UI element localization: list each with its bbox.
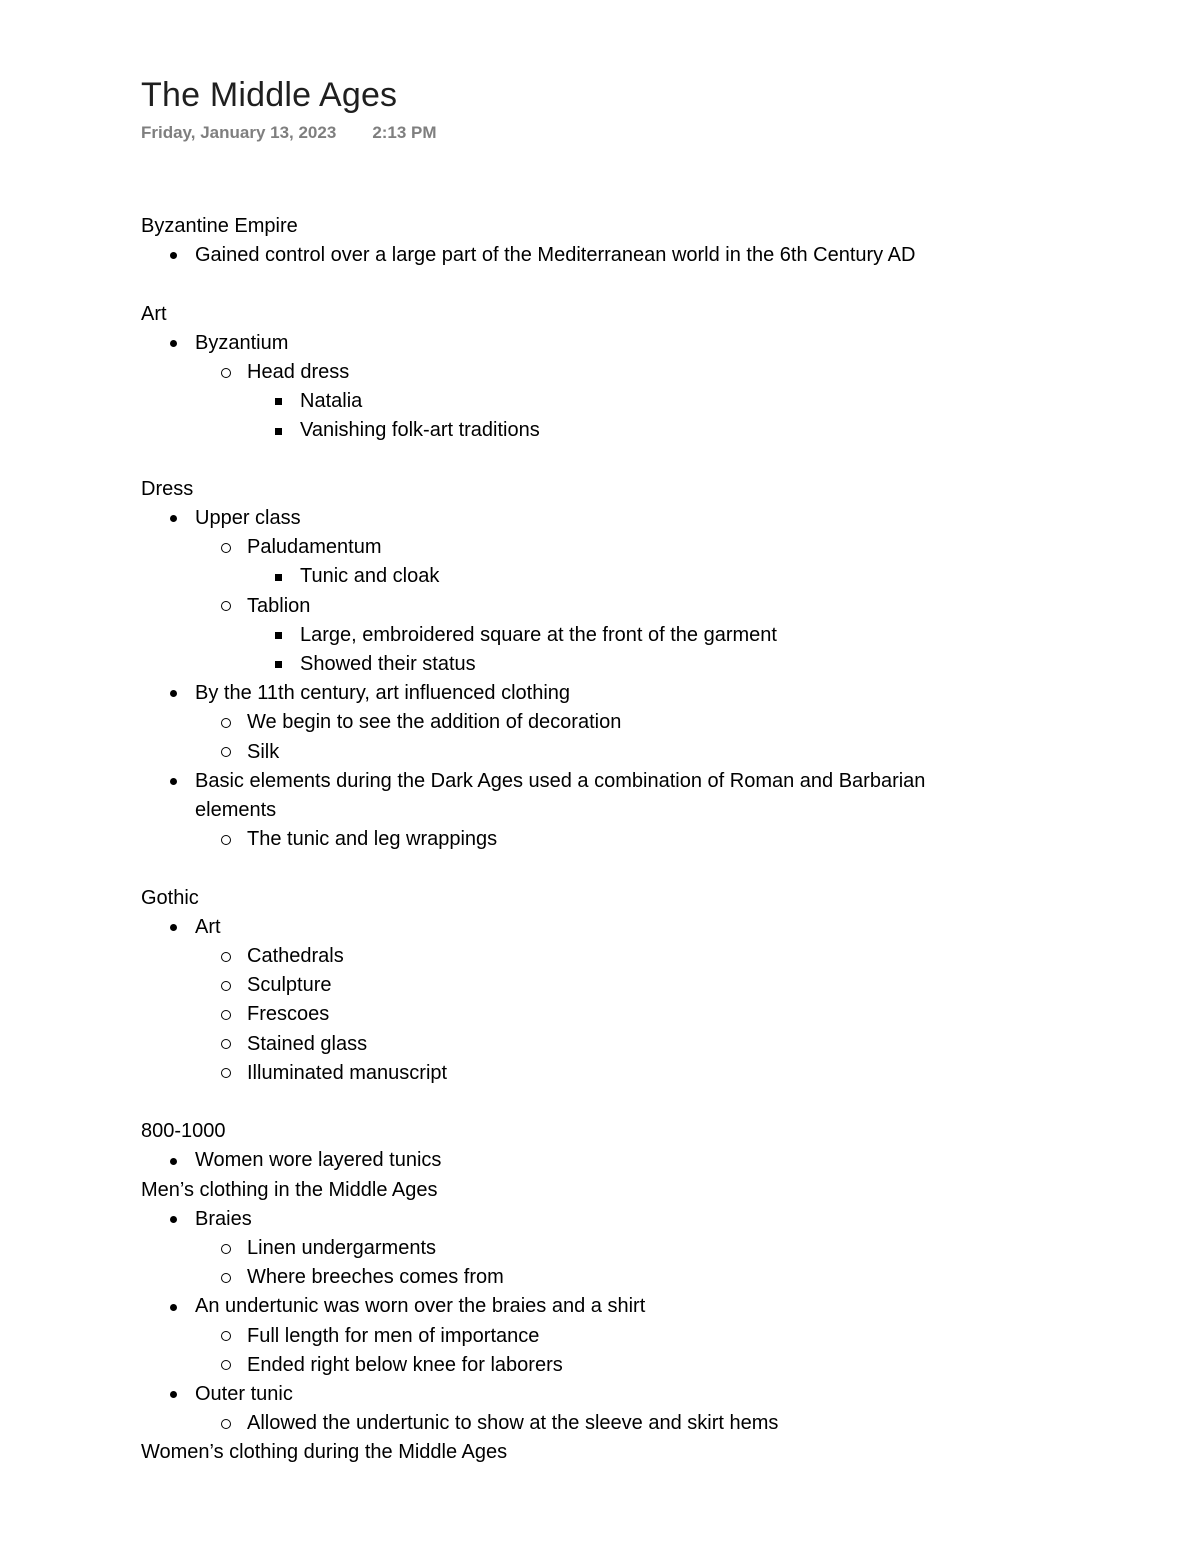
list-item: Women wore layered tunics — [141, 1146, 1121, 1175]
list-item: An undertunic was worn over the braies and a shirt — [141, 1292, 1121, 1321]
list-item: Tunic and cloak — [141, 562, 1121, 591]
art-list — [141, 329, 1121, 446]
list-item: Full length for men of importance — [141, 1322, 1121, 1351]
list-item: Natalia — [141, 387, 1121, 416]
list-item: Silk — [141, 738, 1121, 767]
list-item: By the 11th century, art influenced clothing — [141, 679, 1121, 708]
bullet-circle-icon — [221, 1322, 231, 1351]
list-item: Braies — [141, 1205, 1121, 1234]
bullet-circle-icon — [221, 738, 231, 767]
bullet-circle-icon — [221, 1234, 231, 1263]
bullet-dot-icon — [170, 1205, 177, 1234]
mens-list — [141, 1205, 1121, 1439]
list-item: We begin to see the addition of decoration — [141, 708, 1121, 737]
note-body[interactable] — [141, 212, 1121, 1468]
list-item: Large, embroidered square at the front of the garment — [141, 621, 1121, 650]
note-timestamp — [141, 122, 1121, 144]
bullet-dot-icon — [170, 913, 177, 942]
bullet-circle-icon — [221, 1059, 231, 1088]
bullet-dot-icon — [170, 329, 177, 358]
bullet-square-icon — [275, 650, 282, 679]
list-item: Outer tunic — [141, 1380, 1121, 1409]
period-list — [141, 1146, 1121, 1175]
section-heading-800-1000: 800-1000 — [141, 1120, 226, 1143]
section-heading-gothic: Gothic — [141, 886, 199, 909]
bullet-dot-icon — [170, 1146, 177, 1175]
list-item: Byzantium — [141, 329, 1121, 358]
bullet-circle-icon — [221, 1000, 231, 1029]
list-item: Stained glass — [141, 1030, 1121, 1059]
bullet-dot-icon — [170, 1292, 177, 1321]
note-date: Friday, January 13, 2023 — [141, 123, 337, 142]
page-title[interactable]: The Middle Ages — [141, 76, 398, 114]
list-item: Tablion — [141, 592, 1121, 621]
list-item: Illuminated manuscript — [141, 1059, 1121, 1088]
list-item: Allowed the undertunic to show at the sleeve and skirt hems — [141, 1409, 1121, 1438]
bullet-circle-icon — [221, 1263, 231, 1292]
list-item: Head dress — [141, 358, 1121, 387]
bullet-circle-icon — [221, 1409, 231, 1438]
list-item: Sculpture — [141, 971, 1121, 1000]
list-item: Gained control over a large part of the Mediterranean world in the 6th Century AD — [141, 241, 1121, 270]
bullet-circle-icon — [221, 708, 231, 737]
bullet-circle-icon — [221, 1030, 231, 1059]
list-item: Paludamentum — [141, 533, 1121, 562]
note-time: 2:13 PM — [372, 123, 437, 142]
bullet-circle-icon — [221, 971, 231, 1000]
section-heading-womens-clothing: Women’s clothing during the Middle Ages — [141, 1441, 508, 1464]
list-item: Ended right below knee for laborers — [141, 1351, 1121, 1380]
bullet-square-icon — [275, 562, 282, 591]
bullet-square-icon — [275, 387, 282, 416]
bullet-circle-icon — [221, 942, 231, 971]
bullet-circle-icon — [221, 825, 231, 854]
section-heading-byzantine: Byzantine Empire — [141, 215, 298, 237]
list-item: Vanishing folk-art traditions — [141, 416, 1121, 445]
list-item: Art — [141, 913, 1121, 942]
bullet-circle-icon — [221, 533, 231, 562]
section-heading-dress: Dress — [141, 477, 194, 500]
list-item: The tunic and leg wrappings — [141, 825, 1121, 854]
list-item: Where breeches comes from — [141, 1263, 1121, 1292]
list-item: Showed their status — [141, 650, 1121, 679]
list-item: Linen undergarments — [141, 1234, 1121, 1263]
bullet-square-icon — [275, 621, 282, 650]
bullet-circle-icon — [221, 592, 231, 621]
bullet-dot-icon — [170, 1380, 177, 1409]
list-item: Basic elements during the Dark Ages used a combination of Roman and Barbarian elements — [141, 767, 975, 825]
bullet-dot-icon — [170, 504, 177, 533]
note-header — [141, 72, 1121, 144]
bullet-dot-icon — [170, 679, 177, 708]
bullet-dot-icon — [170, 241, 177, 270]
bullet-circle-icon — [221, 358, 231, 387]
list-item: Upper class — [141, 504, 1121, 533]
gothic-list — [141, 913, 1121, 1088]
dress-list — [141, 504, 1121, 854]
section-heading-art: Art — [141, 302, 167, 325]
bullet-square-icon — [275, 416, 282, 445]
list-item: Frescoes — [141, 1000, 1121, 1029]
section-heading-mens-clothing: Men’s clothing in the Middle Ages — [141, 1178, 438, 1201]
bullet-dot-icon — [170, 767, 177, 796]
list-item: Cathedrals — [141, 942, 1121, 971]
byzantine-list — [141, 241, 1121, 270]
bullet-circle-icon — [221, 1351, 231, 1380]
